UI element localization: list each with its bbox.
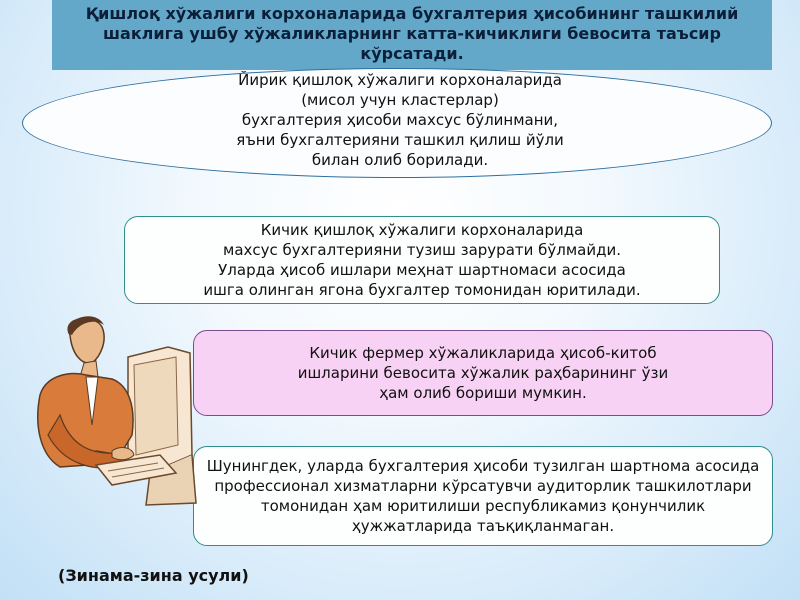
audit-services-text: Шунингдек, уларда бухгалтерия ҳисоби тузилган шартнома асосида профессионал хизматларни кўрсатувчи аудиторлик ташкилотлари томонидан ҳам юритилиши республикамиз қонунчилик ҳужжатларида таъқиқланмаган. (206, 457, 760, 535)
small-farmers-box: Кичик фермер хўжаликларида ҳисоб-китоб ишларини бевосита хўжалик раҳбарининг ўзи ҳам олиб бориши мумкин. (193, 330, 773, 416)
accountant-clipart (0, 305, 200, 525)
header-banner (52, 0, 772, 70)
small-farms-box: Кичик қишлоқ хўжалиги корхоналарида махсус бухгалтерияни тузиш зарурати бўлмайди. Уларда ҳисоб ишлари меҳнат шартномаси асосида ишга олинган ягона бухгалтер томонидан юритилади. (124, 216, 720, 304)
large-farms-text: Йирик қишлоқ хўжалиги корхоналарида (мисол учун кластерлар) бухгалтерия ҳисоби махсус бўлинмани, яъни бухгалтерияни ташкил қилиш йўли билан олиб борилади. (236, 71, 564, 169)
page-title: Қишлоқ хўжалиги корхоналарида бухгалтерия ҳисобининг ташкилий шаклига ушбу хўжаликларнинг катта-кичиклиги бевосита таъсир кўрсатади. (85, 4, 739, 63)
monitor-icon (128, 347, 196, 505)
person-icon (38, 316, 134, 468)
footer-caption: (Зинама-зина усули) (58, 566, 249, 585)
